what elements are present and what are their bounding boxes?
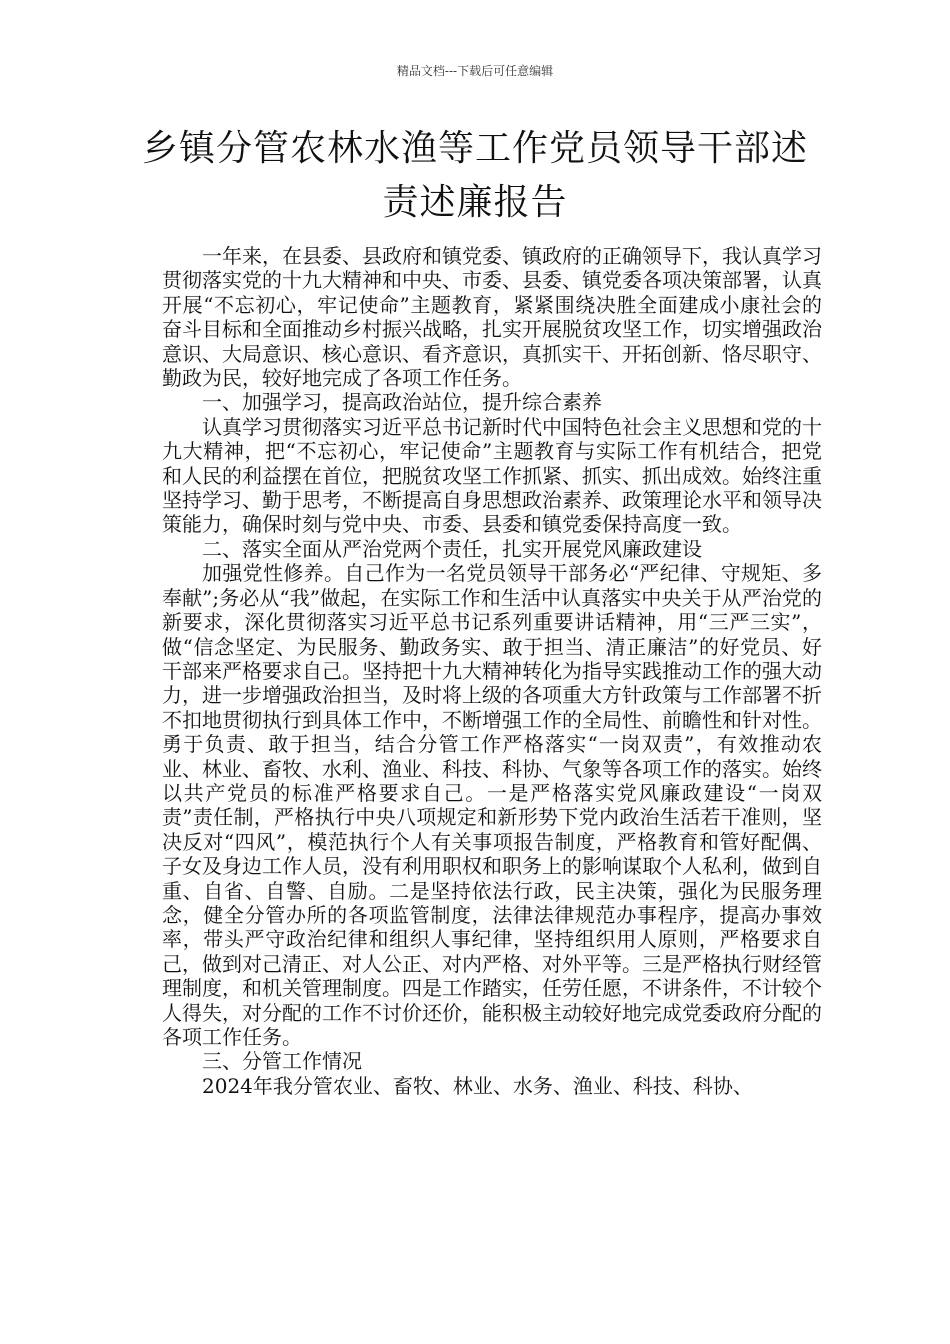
paragraph-intro: 一年来，在县委、县政府和镇党委、镇政府的正确领导下，我认真学习贯彻落实党的十九大精神和中央、市委、县委、镇党委各项决策部署，认真开展“不忘初心，牢记使命”主题教育，紧紧围绕决胜全面建成小康社会的奋斗目标和全面推动乡村振兴战略，扎实开展脱贫攻坚工作，切实增强政治意识、大局意识、核心意识、看齐意识，真抓实干、开拓创新、恪尽职守、勤政为民，较好地完成了各项工作任务。	[162, 244, 822, 391]
section-heading-1: 一、加强学习，提高政治站位，提升综合素养	[202, 390, 602, 415]
title-line-2: 责述廉报告	[382, 182, 568, 223]
paragraph-section-3: 2024年我分管农业、畜牧、林业、水务、渔业、科技、科协、	[202, 1073, 753, 1098]
header-note: 精品文档---下载后可任意编辑	[396, 64, 554, 78]
document-body	[162, 244, 822, 1098]
document-title	[120, 122, 830, 230]
section-heading-3: 三、分管工作情况	[202, 1049, 362, 1074]
section-heading-2: 二、落实全面从严治党两个责任，扎实开展党风廉政建设	[202, 536, 702, 561]
title-line-1: 乡镇分管农林水渔等工作党员领导干部述	[141, 128, 808, 169]
paragraph-section-1: 认真学习贯彻落实习近平总书记新时代中国特色社会主义思想和党的十九大精神，把“不忘初心，牢记使命”主题教育与实际工作有机结合，把党和人民的利益摆在首位，把脱贫攻坚工作抓紧、抓实、抓出成效。始终注重坚持学习、勤于思考，不断提高自身思想政治素养、政策理论水平和领导决策能力，确保时刻与党中央、市委、县委和镇党委保持高度一致。	[162, 414, 822, 537]
paragraph-section-2: 加强党性修养。自己作为一名党员领导干部务必“严纪律、守规矩、多奉献”;务必从“我”做起，在实际工作和生活中认真落实中央关于从严治党的新要求，深化贯彻落实习近平总书记系列重要讲话精神，用“三严三实”，做“信念坚定、为民服务、勤政务实、敢于担当、清正廉洁”的好党员、好干部来严格要求自己。坚持把十九大精神转化为指导实践推动工作的强大动力，进一步增强政治担当，及时将上级的各项重大方针政策与工作部署不折不扣地贯彻执行到具体工作中，不断增强工作的全局性、前瞻性和针对性。勇于负责、敢于担当，结合分管工作严格落实“一岗双责”，有效推动农业、林业、畜牧、水利、渔业、科技、科协、气象等各项工作的落实。始终以共产党员的标准严格要求自己。一是严格落实党风廉政建设“一岗双责”责任制，严格执行中央八项规定和新形势下党内政治生活若干准则，坚决反对“四风”，模范执行个人有关事项报告制度，严格教育和管好配偶、子女及身边工作人员，没有利用职权和职务上的影响谋取个人私利，做到自重、自省、自警、自励。二是坚持依法行政，民主决策，强化为民服务理念，健全分管办所的各项监管制度，法律法律规范办事程序，提高办事效率，带头严守政治纪律和组织人事纪律，坚持组织用人原则，严格要求自己，做到对己清正、对人公正、对内严格、对外平等。三是严格执行财经管理制度，和机关管理制度。四是工作踏实，任劳任愿，不讲条件，不计较个人得失，对分配的工作不讨价还价，能积极主动较好地完成党委政府分配的各项工作任务。	[162, 561, 822, 1049]
